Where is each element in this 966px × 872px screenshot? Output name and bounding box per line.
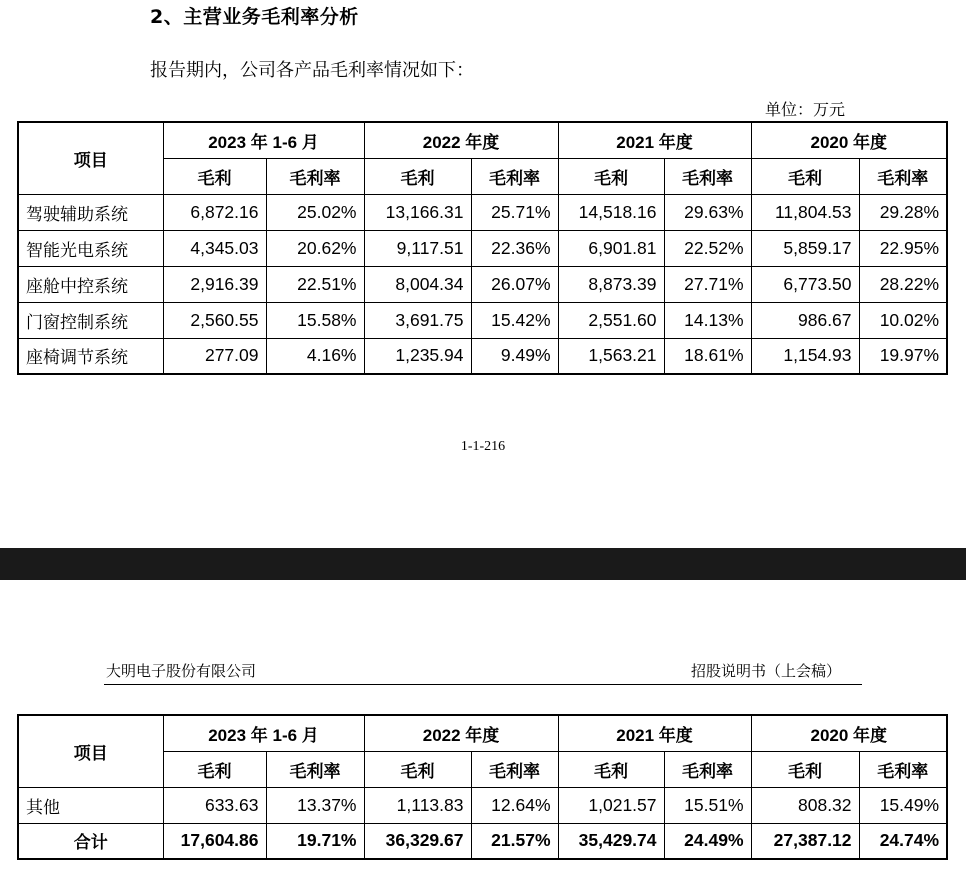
total-row xyxy=(18,823,947,859)
gross-margin-cell: 15.42% xyxy=(471,302,558,338)
row-label: 座椅调节系统 xyxy=(18,338,163,374)
gross-margin-cell: 20.62% xyxy=(266,230,364,266)
gross-margin-cell: 9.49% xyxy=(471,338,558,374)
gross-profit-cell: 6,773.50 xyxy=(751,266,859,302)
gross-margin-table-continued xyxy=(17,714,948,860)
gross-profit-header: 毛利 xyxy=(558,158,664,194)
period-header: 2022 年度 xyxy=(364,715,558,751)
gross-profit-cell: 1,113.83 xyxy=(364,787,471,823)
gross-profit-header: 毛利 xyxy=(751,158,859,194)
gross-profit-cell: 8,004.34 xyxy=(364,266,471,302)
gross-profit-cell: 1,021.57 xyxy=(558,787,664,823)
gross-margin-cell: 22.95% xyxy=(859,230,947,266)
gross-margin-header: 毛利率 xyxy=(859,158,947,194)
gross-margin-cell: 4.16% xyxy=(266,338,364,374)
gross-profit-cell: 17,604.86 xyxy=(163,823,266,859)
row-label: 其他 xyxy=(18,787,163,823)
gross-profit-header: 毛利 xyxy=(364,751,471,787)
row-label: 智能光电系统 xyxy=(18,230,163,266)
gross-margin-header: 毛利率 xyxy=(471,158,558,194)
gross-margin-cell: 29.63% xyxy=(664,194,751,230)
gross-profit-cell: 1,563.21 xyxy=(558,338,664,374)
gross-margin-cell: 25.71% xyxy=(471,194,558,230)
gross-profit-cell: 8,873.39 xyxy=(558,266,664,302)
row-label: 门窗控制系统 xyxy=(18,302,163,338)
period-header: 2021 年度 xyxy=(558,122,751,158)
period-header: 2021 年度 xyxy=(558,715,751,751)
table-row xyxy=(18,266,947,302)
period-header: 2020 年度 xyxy=(751,122,947,158)
gross-profit-cell: 2,551.60 xyxy=(558,302,664,338)
gross-margin-cell: 19.97% xyxy=(859,338,947,374)
gross-profit-header: 毛利 xyxy=(558,751,664,787)
gross-margin-cell: 15.51% xyxy=(664,787,751,823)
gross-margin-header: 毛利率 xyxy=(471,751,558,787)
unit-label: 单位：万元 xyxy=(765,100,846,119)
row-label: 合计 xyxy=(18,823,163,859)
header-rule xyxy=(104,684,862,685)
table-body xyxy=(18,715,947,859)
table-row xyxy=(18,787,947,823)
item-header: 项目 xyxy=(18,715,163,787)
gross-profit-cell: 27,387.12 xyxy=(751,823,859,859)
gross-profit-header: 毛利 xyxy=(364,158,471,194)
gross-margin-cell: 10.02% xyxy=(859,302,947,338)
gross-profit-cell: 1,154.93 xyxy=(751,338,859,374)
gross-margin-header: 毛利率 xyxy=(859,751,947,787)
gross-margin-cell: 24.49% xyxy=(664,823,751,859)
table-row xyxy=(18,338,947,374)
gross-profit-cell: 4,345.03 xyxy=(163,230,266,266)
gross-profit-cell: 986.67 xyxy=(751,302,859,338)
period-header: 2022 年度 xyxy=(364,122,558,158)
gross-profit-cell: 808.32 xyxy=(751,787,859,823)
gross-margin-cell: 14.13% xyxy=(664,302,751,338)
gross-profit-header: 毛利 xyxy=(163,751,266,787)
table-body xyxy=(18,122,947,374)
table-row xyxy=(18,194,947,230)
gross-margin-cell: 25.02% xyxy=(266,194,364,230)
gross-profit-header: 毛利 xyxy=(163,158,266,194)
gross-margin-header: 毛利率 xyxy=(664,751,751,787)
gross-profit-cell: 9,117.51 xyxy=(364,230,471,266)
gross-margin-cell: 24.74% xyxy=(859,823,947,859)
gross-margin-cell: 12.64% xyxy=(471,787,558,823)
period-header: 2023 年 1-6 月 xyxy=(163,715,364,751)
gross-profit-cell: 277.09 xyxy=(163,338,266,374)
gross-margin-cell: 19.71% xyxy=(266,823,364,859)
gross-margin-cell: 22.52% xyxy=(664,230,751,266)
gross-profit-cell: 35,429.74 xyxy=(558,823,664,859)
page-number: 1-1-216 xyxy=(460,439,506,454)
page-break xyxy=(0,548,966,580)
gross-profit-header: 毛利 xyxy=(751,751,859,787)
gross-margin-header: 毛利率 xyxy=(266,751,364,787)
section-title: 2、主营业务毛利率分析 xyxy=(150,6,359,28)
gross-margin-cell: 28.22% xyxy=(859,266,947,302)
gross-margin-cell: 13.37% xyxy=(266,787,364,823)
gross-profit-cell: 36,329.67 xyxy=(364,823,471,859)
gross-margin-cell: 27.71% xyxy=(664,266,751,302)
header-row xyxy=(18,715,947,751)
gross-profit-cell: 5,859.17 xyxy=(751,230,859,266)
gross-profit-cell: 633.63 xyxy=(163,787,266,823)
table-row xyxy=(18,230,947,266)
gross-profit-cell: 13,166.31 xyxy=(364,194,471,230)
row-label: 驾驶辅助系统 xyxy=(18,194,163,230)
gross-profit-cell: 11,804.53 xyxy=(751,194,859,230)
gross-margin-cell: 18.61% xyxy=(664,338,751,374)
row-label: 座舱中控系统 xyxy=(18,266,163,302)
gross-margin-cell: 15.49% xyxy=(859,787,947,823)
gross-profit-cell: 1,235.94 xyxy=(364,338,471,374)
company-name: 大明电子股份有限公司 xyxy=(106,662,257,680)
gross-margin-cell: 21.57% xyxy=(471,823,558,859)
gross-margin-cell: 29.28% xyxy=(859,194,947,230)
gross-margin-table xyxy=(17,121,948,375)
header-row xyxy=(18,122,947,158)
table-row xyxy=(18,302,947,338)
gross-margin-header: 毛利率 xyxy=(266,158,364,194)
intro-text: 报告期内，公司各产品毛利率情况如下： xyxy=(150,60,474,81)
period-header: 2020 年度 xyxy=(751,715,947,751)
item-header: 项目 xyxy=(18,122,163,194)
document-name: 招股说明书（上会稿） xyxy=(691,662,842,680)
gross-profit-cell: 6,901.81 xyxy=(558,230,664,266)
gross-profit-cell: 6,872.16 xyxy=(163,194,266,230)
gross-profit-cell: 3,691.75 xyxy=(364,302,471,338)
gross-margin-cell: 15.58% xyxy=(266,302,364,338)
gross-profit-cell: 14,518.16 xyxy=(558,194,664,230)
gross-profit-cell: 2,560.55 xyxy=(163,302,266,338)
gross-margin-header: 毛利率 xyxy=(664,158,751,194)
gross-margin-cell: 22.51% xyxy=(266,266,364,302)
gross-margin-cell: 22.36% xyxy=(471,230,558,266)
gross-profit-cell: 2,916.39 xyxy=(163,266,266,302)
gross-margin-cell: 26.07% xyxy=(471,266,558,302)
period-header: 2023 年 1-6 月 xyxy=(163,122,364,158)
